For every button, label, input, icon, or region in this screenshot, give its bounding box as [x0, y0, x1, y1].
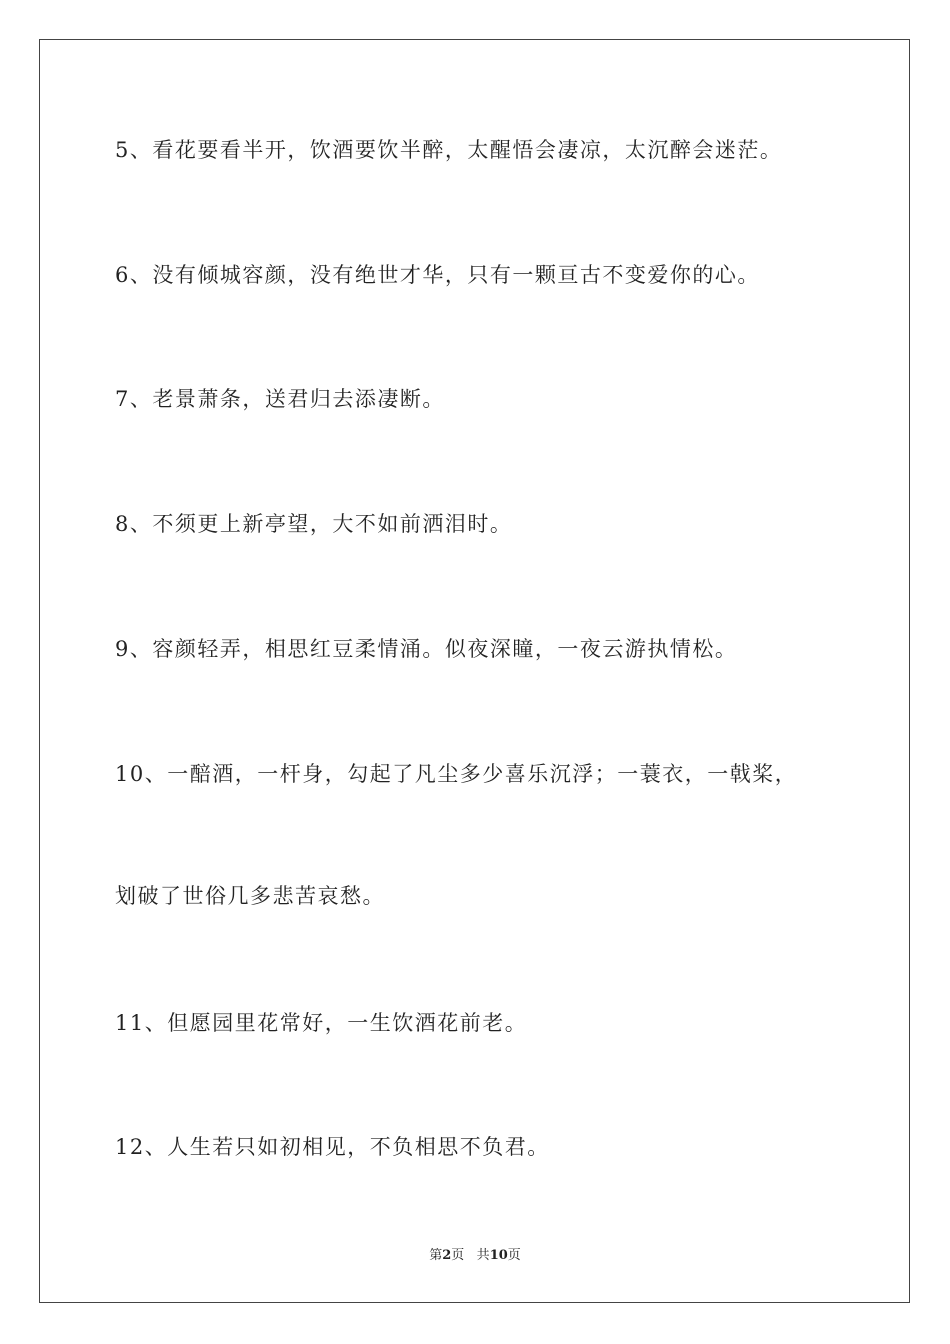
total-pages-number: 10	[489, 1248, 508, 1263]
page-border	[39, 39, 910, 1303]
text-line-10-continued: 划破了世俗几多悲苦哀愁。	[115, 884, 385, 908]
footer-total-prefix: 共	[476, 1248, 490, 1263]
text-line-12: 12、人生若只如初相见，不负相思不负君。	[115, 1135, 550, 1159]
current-page-number: 2	[442, 1248, 452, 1263]
text-line-8: 8、不须更上新亭望，大不如前洒泪时。	[115, 512, 513, 536]
footer-total-suffix: 页	[507, 1248, 521, 1263]
text-line-9: 9、容颜轻弄，相思红豆柔情涌。似夜深瞳，一夜云游执情松。	[115, 637, 738, 661]
text-line-5: 5、看花要看半开，饮酒要饮半醉，太醒悟会凄凉，太沉醉会迷茫。	[115, 138, 783, 162]
footer-prefix: 第	[429, 1248, 443, 1263]
text-line-11: 11、但愿园里花常好，一生饮酒花前老。	[115, 1011, 528, 1035]
text-line-6: 6、没有倾城容颜，没有绝世才华，只有一颗亘古不变爱你的心。	[115, 263, 760, 287]
text-line-10: 10、一醅酒，一杆身，勾起了凡尘多少喜乐沉浮；一蓑衣，一戟桨，	[115, 762, 798, 786]
text-line-7: 7、老景萧条，送君归去添凄断。	[115, 387, 445, 411]
footer-page-suffix: 页	[451, 1248, 465, 1263]
page-footer	[0, 1244, 950, 1263]
